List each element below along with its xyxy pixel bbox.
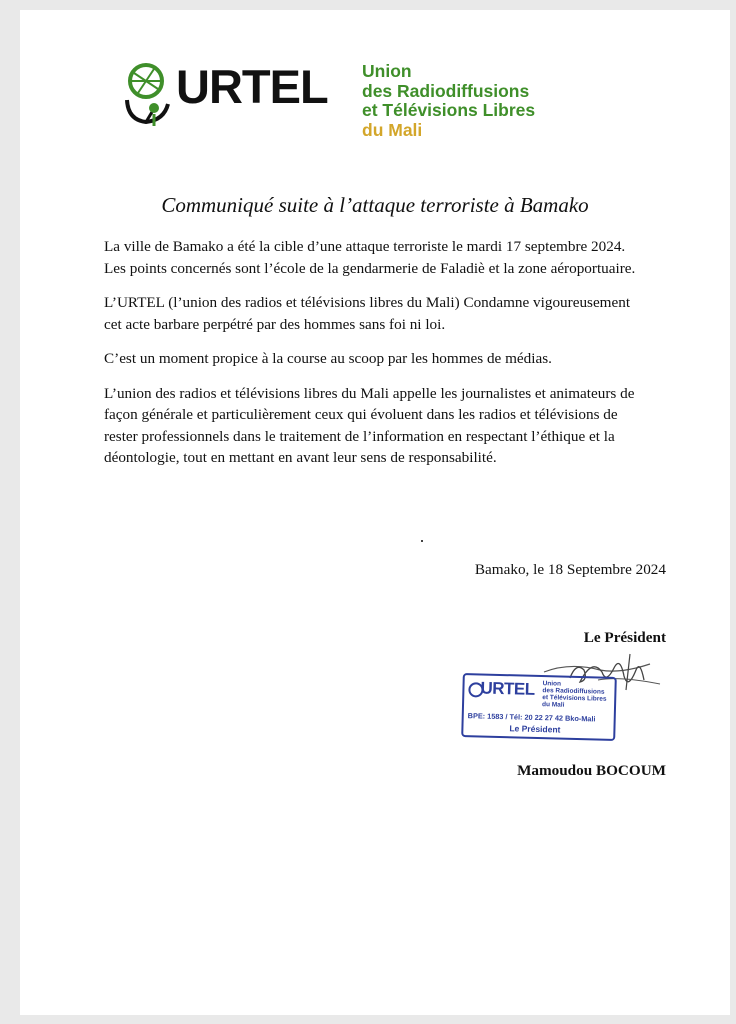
communique-title: Communiqué suite à l’attaque terroriste à Bamako bbox=[161, 193, 589, 217]
stamp-address: BPE: 1583 / Tél: 20 22 27 42 Bko-Mali bbox=[467, 711, 596, 724]
stamp-role: Le Président bbox=[509, 723, 561, 735]
paragraph-2: L’URTEL (l’union des radios et télévisions libres du Mali) Condamne vigoureusement cet acte barbare perpétré par des hommes sans foi ni loi. bbox=[104, 294, 631, 333]
signatory-role: Le Président bbox=[583, 629, 666, 646]
stamp-line-2: des Radiodiffusions bbox=[542, 687, 605, 696]
paragraph-1: La ville de Bamako a été la cible d’une attaque terroriste le mardi 17 septembre 2024. Les points concernés sont l’école de la gendarmerie de Faladiè et la zone aéroportuaire. bbox=[104, 238, 636, 277]
paragraph-3: C’est un moment propice à la course au scoop par les hommes de médias. bbox=[104, 350, 552, 367]
stamp-line-4: du Mali bbox=[541, 701, 565, 709]
communique-body bbox=[104, 236, 644, 482]
logo-wordmark: URTEL bbox=[176, 60, 328, 113]
stamp-wordmark: URTEL bbox=[480, 678, 535, 699]
paragraph-4: L’union des radios et télévisions libres du Mali appelle les journalistes et animateurs de façon générale et particulièrement ceux qui évoluent dans les radios et télévisions de rester professionnels dans le traitement de l’information en respectant l’éthique et la déontologie, tout en mettant en avant leur sens de responsabilité. bbox=[104, 384, 635, 466]
signatory-name: Mamoudou BOCOUM bbox=[517, 762, 666, 779]
org-line-3: et Télévisions Libres bbox=[362, 100, 536, 120]
org-line-4: du Mali bbox=[362, 119, 423, 140]
organization-name bbox=[362, 62, 535, 140]
letterhead-logo bbox=[124, 60, 584, 150]
org-line-1: Union bbox=[362, 61, 412, 81]
org-line-2: des Radiodiffusions bbox=[362, 80, 530, 101]
place-date: Bamako, le 18 Septembre 2024 bbox=[474, 561, 666, 578]
stamp-organization bbox=[542, 680, 607, 710]
stamp-line-1: Union bbox=[542, 680, 562, 688]
stamp-line-3: et Télévisions Libres bbox=[542, 694, 607, 703]
document-page bbox=[20, 10, 730, 1015]
official-stamp bbox=[461, 673, 617, 741]
stray-dot bbox=[421, 540, 423, 542]
